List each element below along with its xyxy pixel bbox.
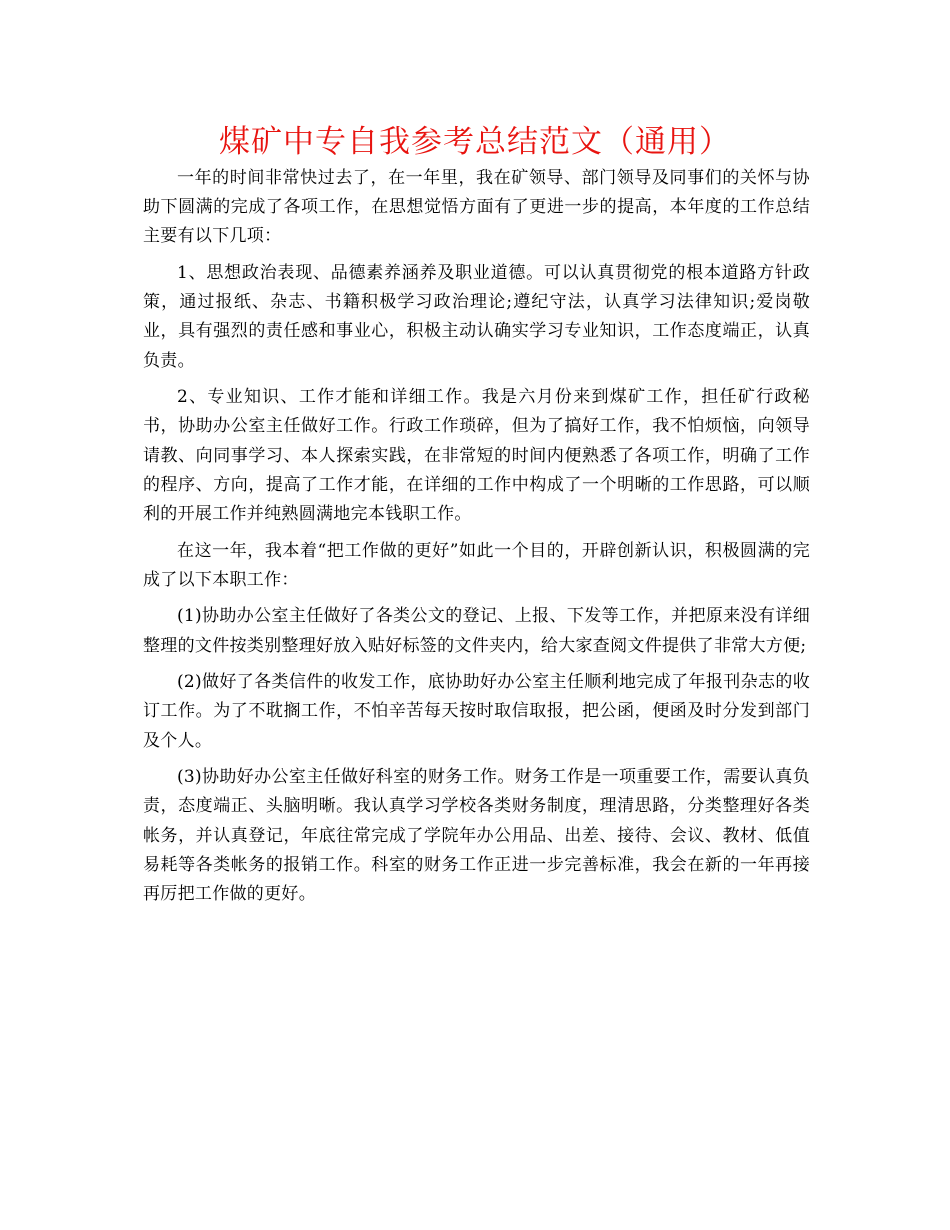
paragraph-task-2: (2)做好了各类信件的收发工作，底协助好办公室主任顺利地完成了年报刊杂志的收订工作。为了不耽搁工作，不怕辛苦每天按时取信取报，把公函，便函及时分发到部门及个人。 — [143, 672, 810, 751]
paragraph-intro: 一年的时间非常快过去了，在一年里，我在矿领导、部门领导及同事们的关怀与协助下圆满的完成了各项工作，在思想觉悟方面有了更进一步的提高，本年度的工作总结主要有以下几项： — [143, 168, 810, 247]
paragraph-goal: 在这一年，我本着“把工作做的更好”如此一个目的，开辟创新认识，积极圆满的完成了以下本职工作： — [143, 540, 810, 590]
document-title: 煤矿中专自我参考总结范文（通用） — [219, 124, 731, 160]
document-body — [143, 164, 810, 917]
paragraph-item-2: 2、专业知识、工作才能和详细工作。我是六月份来到煤矿工作，担任矿行政秘书，协助办公室主任做好工作。行政工作琐碎，但为了搞好工作，我不怕烦恼，向领导请教、向同事学习、本人探索实践，在非常短的时间内便熟悉了各项工作，明确了工作的程序、方向，提高了工作才能，在详细的工作中构成了一个明晰的工作思路，可以顺利的开展工作并纯熟圆满地完本钱职工作。 — [143, 387, 810, 525]
paragraph-task-3: (3)协助好办公室主任做好科室的财务工作。财务工作是一项重要工作，需要认真负责，态度端正、头脑明晰。我认真学习学校各类财务制度，理清思路，分类整理好各类帐务，并认真登记，年底往常完成了学院年办公用品、出差、接待、会议、教材、低值易耗等各类帐务的报销工作。科室的财务工作正进一步完善标准，我会在新的一年再接再厉把工作做的更好。 — [143, 767, 810, 905]
paragraph-item-1: 1、思想政治表现、品德素养涵养及职业道德。可以认真贯彻党的根本道路方针政策，通过报纸、杂志、书籍积极学习政治理论;遵纪守法，认真学习法律知识;爱岗敬业，具有强烈的责任感和事业心，积极主动认确实学习专业知识，工作态度端正，认真负责。 — [143, 263, 810, 371]
paragraph-task-1: (1)协助办公室主任做好了各类公文的登记、上报、下发等工作，并把原来没有详细整理的文件按类别整理好放入贴好标签的文件夹内，给大家查阅文件提供了非常大方便; — [143, 606, 810, 656]
